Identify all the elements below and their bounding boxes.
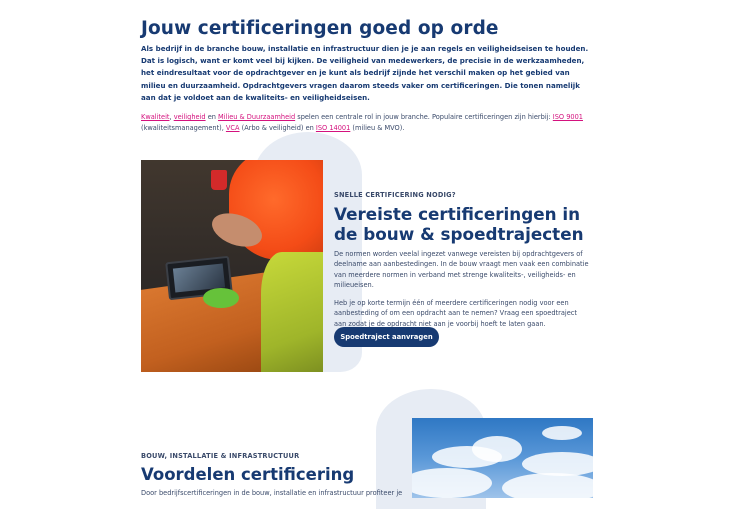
text-iso9001-note: (kwaliteitsmanagement), xyxy=(141,123,226,132)
spoed-section xyxy=(334,186,589,329)
text-iso14001-note: (milieu & MVO). xyxy=(350,123,405,132)
intro-body xyxy=(141,112,596,133)
voordelen-title: Voordelen certificering xyxy=(141,464,355,484)
text-middle: spelen een centrale rol in jouw branche. Populaire certificeringen zijn hierbij: xyxy=(295,113,553,122)
cloud xyxy=(542,426,582,440)
cloud xyxy=(472,436,522,462)
link-vca[interactable]: VCA xyxy=(225,123,240,132)
link-iso-14001[interactable]: ISO 14001 xyxy=(315,123,351,132)
voordelen-section xyxy=(141,448,409,498)
voordelen-eyebrow: BOUW, INSTALLATIE & INFRASTRUCTUUR xyxy=(141,452,300,460)
text-vca-note: (Arbo & veiligheid) en xyxy=(239,123,316,132)
spoedtraject-aanvragen-button[interactable]: Spoedtraject aanvragen xyxy=(334,327,439,347)
text-and: en xyxy=(205,113,219,122)
photo-cup xyxy=(211,170,227,190)
intro-section xyxy=(141,18,596,133)
link-iso-9001[interactable]: ISO 9001 xyxy=(552,113,583,122)
spoed-eyebrow: SNELLE CERTIFICERING NODIG? xyxy=(334,191,456,199)
link-veiligheid[interactable]: veiligheid xyxy=(173,113,206,122)
spoed-title: Vereiste certificeringen in de bouw & spoedtrajecten xyxy=(334,203,584,244)
intro-title: Jouw certificeringen goed op orde xyxy=(141,18,499,39)
cloud xyxy=(502,473,593,498)
workers-tablet-photo xyxy=(141,160,323,372)
photo-safety-vest xyxy=(261,252,323,372)
text-separator: , xyxy=(169,113,174,122)
sky-clouds-photo xyxy=(412,418,593,498)
link-kwaliteit[interactable]: Kwaliteit xyxy=(141,113,170,122)
intro-lead: Als bedrijf in de branche bouw, installatie en infrastructuur dien je je aan regels en veiligheidseisen te houden. Dat is logisch, want er komt veel bij kijken. De veiligheid van medewerkers, de precisie in de werkzaamheden, het eindresultaat voor de opdrachtgever en je kunt als bedrijf zijnde het verschil maken op het gebied van milieu en duurzaamheid. Opdrachtgevers vragen daarom steeds vaker om certificeringen. Die tonen namelijk aan dat je voldoet aan de kwaliteits- en veiligheidseisen. xyxy=(141,44,589,102)
voordelen-paragraph: Door bedrijfscertificeringen in de bouw, installatie en infrastructuur profiteer je xyxy=(141,488,403,497)
link-milieu-duurzaamheid[interactable]: Milieu & Duurzaamheid xyxy=(218,113,296,122)
photo-glove xyxy=(203,288,239,308)
spoed-paragraph-1: De normen worden veelal ingezet vanwege vereisten bij opdrachtgevers of deelname aan aanbestedingen. In de bouw vraagt men vaak een combinatie van meerdere normen in verband met strenge kwaliteits-, veiligheids- en milieueisen. xyxy=(334,249,589,289)
spoed-paragraph-2: Heb je op korte termijn één of meerdere certificeringen nodig voor een aanbesteding of om een opdracht aan te nemen? Vraag een spoedtraject aan zodat je de opdracht niet aan je voorbij hoeft te laten gaan. xyxy=(334,298,577,328)
